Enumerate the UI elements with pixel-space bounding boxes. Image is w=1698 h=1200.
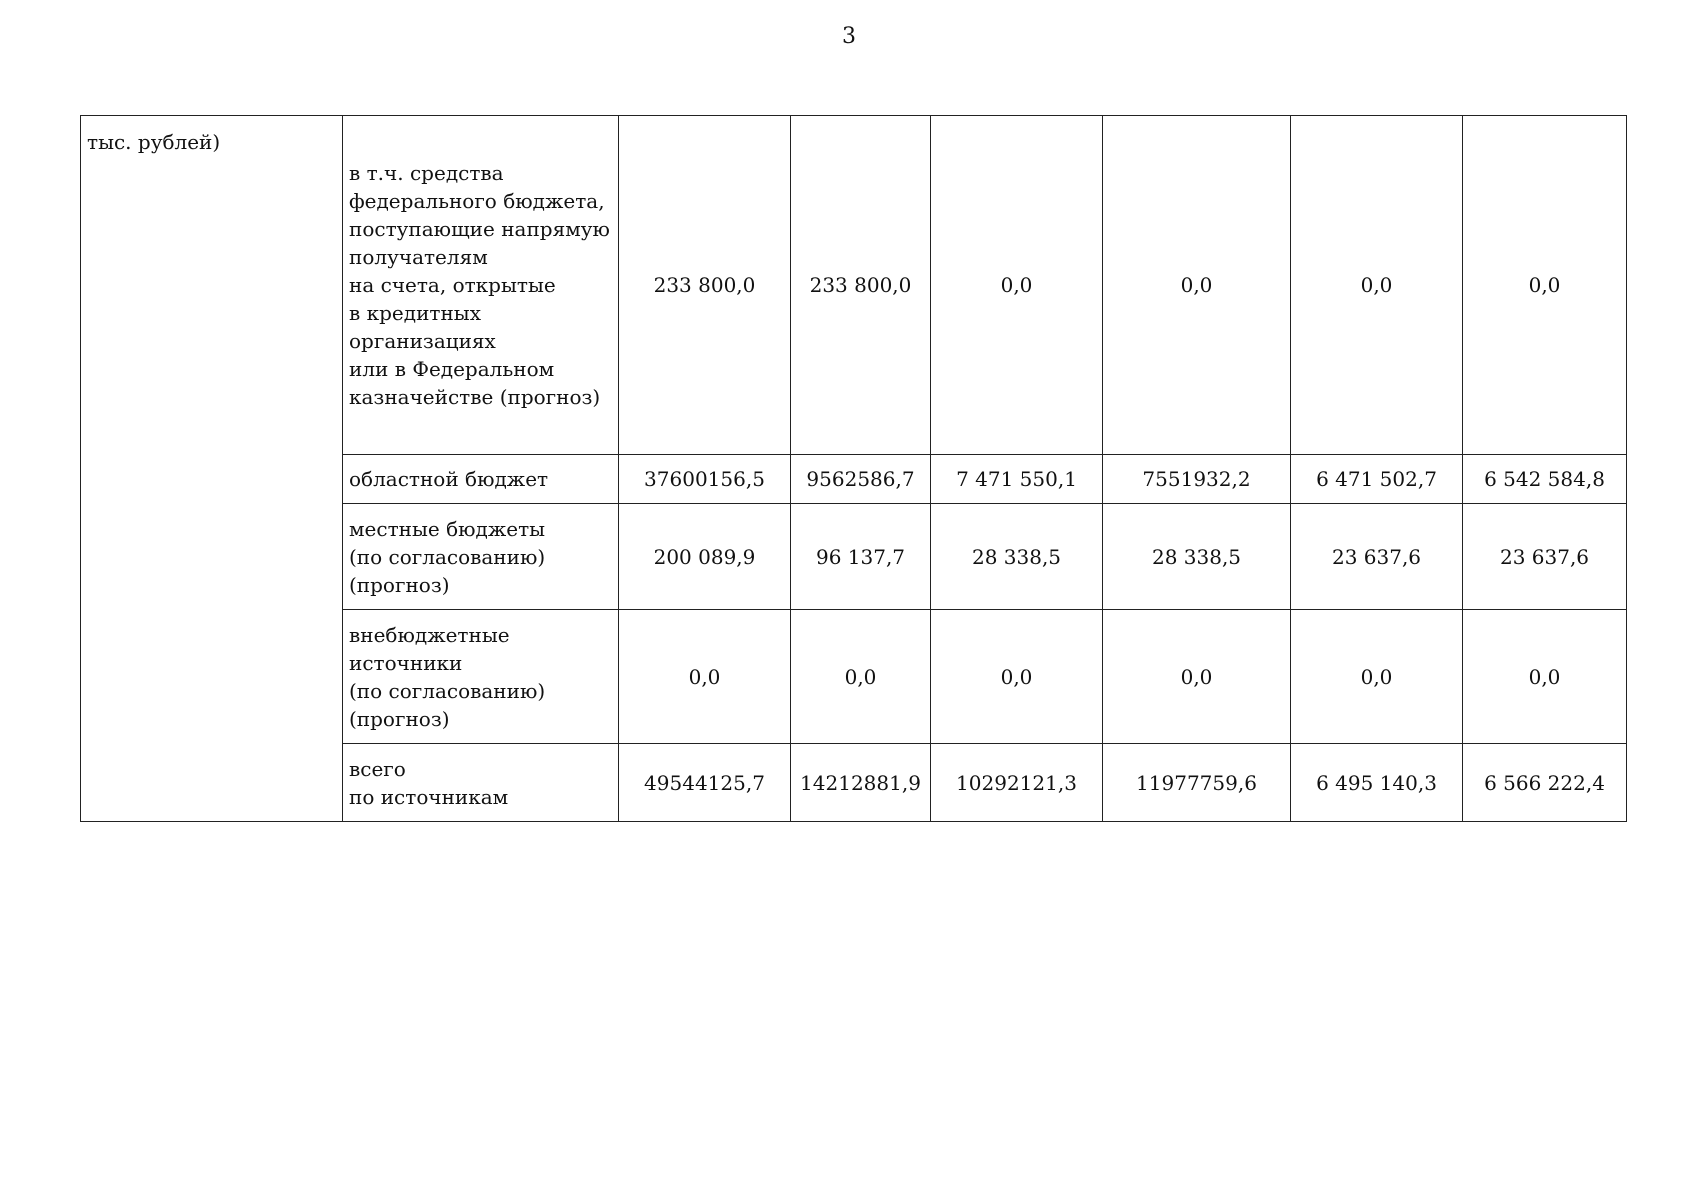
table-cell: 23 637,6	[1463, 504, 1627, 610]
table-cell: 7 471 550,1	[931, 455, 1103, 504]
table-cell: 0,0	[791, 610, 931, 744]
table-cell: 11977759,6	[1103, 744, 1291, 822]
table-cell: 0,0	[1291, 116, 1463, 455]
table-row	[81, 116, 1627, 455]
table-cell: 6 542 584,8	[1463, 455, 1627, 504]
table-cell: 37600156,5	[619, 455, 791, 504]
table-cell: 0,0	[1463, 116, 1627, 455]
table-cell: 0,0	[931, 116, 1103, 455]
table-cell: 49544125,7	[619, 744, 791, 822]
table-cell: 0,0	[1291, 610, 1463, 744]
table-cell: 96 137,7	[791, 504, 931, 610]
table-cell: 0,0	[1463, 610, 1627, 744]
row-label: местные бюджеты (по согласованию) (прогноз)	[343, 504, 619, 610]
row-label: всего по источникам	[343, 744, 619, 822]
table-cell: 28 338,5	[1103, 504, 1291, 610]
table-cell: 6 495 140,3	[1291, 744, 1463, 822]
table-cell: 200 089,9	[619, 504, 791, 610]
table-cell: 233 800,0	[619, 116, 791, 455]
row-label: областной бюджет	[343, 455, 619, 504]
table-cell: 0,0	[1103, 610, 1291, 744]
funding-unit-cell: тыс. рублей)	[81, 116, 343, 822]
table-cell: 23 637,6	[1291, 504, 1463, 610]
table-cell: 10292121,3	[931, 744, 1103, 822]
budget-table	[80, 115, 1627, 822]
table-cell: 0,0	[1103, 116, 1291, 455]
table-cell: 0,0	[931, 610, 1103, 744]
page-number: 3	[842, 24, 856, 49]
table-cell: 0,0	[619, 610, 791, 744]
table-cell: 7551932,2	[1103, 455, 1291, 504]
row-label: в т.ч. средства федерального бюджета, поступающие напрямую получателям на счета, открытые в кредитных организациях или в Федеральном казначействе (прогноз)	[343, 116, 619, 455]
table-cell: 233 800,0	[791, 116, 931, 455]
row-label: внебюджетные источники (по согласованию) (прогноз)	[343, 610, 619, 744]
table-cell: 28 338,5	[931, 504, 1103, 610]
table-cell: 9562586,7	[791, 455, 931, 504]
table-cell: 6 471 502,7	[1291, 455, 1463, 504]
table-cell: 6 566 222,4	[1463, 744, 1627, 822]
table-cell: 14212881,9	[791, 744, 931, 822]
